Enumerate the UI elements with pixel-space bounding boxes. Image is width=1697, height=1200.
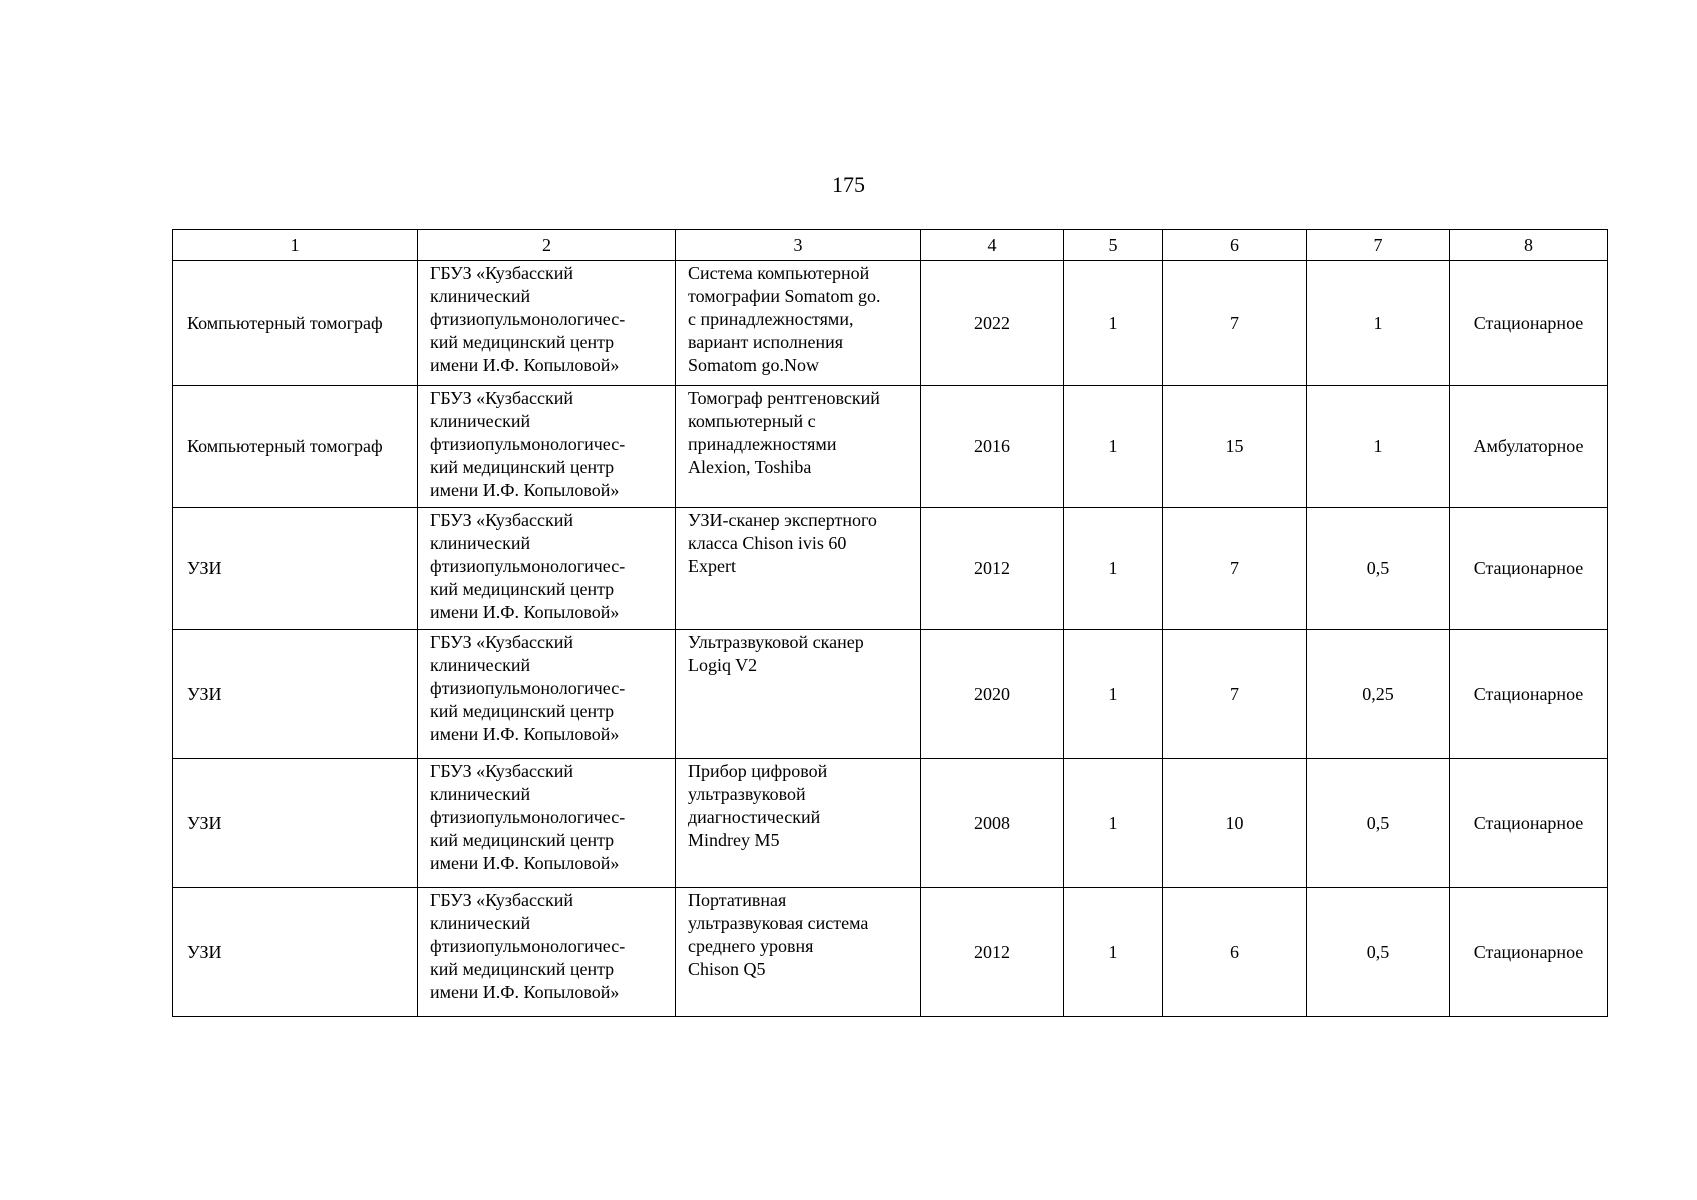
count-cell: 1	[1064, 261, 1163, 386]
value-cell: 10	[1163, 759, 1307, 888]
value-cell: 6	[1163, 888, 1307, 1017]
care-type-cell: Стационарное	[1450, 630, 1608, 759]
organization-cell: ГБУЗ «Кузбасский клинический фтизиопульмонологичес- кий медицинский центр имени И.Ф. Копыловой»	[418, 508, 676, 630]
year-cell: 2020	[921, 630, 1064, 759]
equipment-type-cell: УЗИ	[173, 888, 418, 1017]
equipment-model-cell: Система компьютерной томографии Somatom go. с принадлежностями, вариант исполнения Somatom go.Now	[676, 261, 921, 386]
equipment-type-cell: УЗИ	[173, 630, 418, 759]
table-row	[173, 386, 1608, 508]
year-cell: 2012	[921, 888, 1064, 1017]
table-header-row	[173, 230, 1608, 261]
year-cell: 2016	[921, 386, 1064, 508]
rate-cell: 1	[1307, 261, 1450, 386]
column-header: 4	[921, 230, 1064, 261]
rate-cell: 0,5	[1307, 888, 1450, 1017]
count-cell: 1	[1064, 386, 1163, 508]
equipment-type-cell: Компьютерный томограф	[173, 386, 418, 508]
equipment-type-cell: Компьютерный томограф	[173, 261, 418, 386]
organization-cell: ГБУЗ «Кузбасский клинический фтизиопульмонологичес- кий медицинский центр имени И.Ф. Копыловой»	[418, 261, 676, 386]
organization-cell: ГБУЗ «Кузбасский клинический фтизиопульмонологичес- кий медицинский центр имени И.Ф. Копыловой»	[418, 386, 676, 508]
care-type-cell: Стационарное	[1450, 759, 1608, 888]
equipment-model-cell: УЗИ-сканер экспертного класса Chison ivis 60 Expert	[676, 508, 921, 630]
value-cell: 7	[1163, 261, 1307, 386]
organization-cell: ГБУЗ «Кузбасский клинический фтизиопульмонологичес- кий медицинский центр имени И.Ф. Копыловой»	[418, 759, 676, 888]
rate-cell: 1	[1307, 386, 1450, 508]
organization-cell: ГБУЗ «Кузбасский клинический фтизиопульмонологичес- кий медицинский центр имени И.Ф. Копыловой»	[418, 630, 676, 759]
column-header: 2	[418, 230, 676, 261]
care-type-cell: Стационарное	[1450, 261, 1608, 386]
count-cell: 1	[1064, 630, 1163, 759]
year-cell: 2022	[921, 261, 1064, 386]
organization-cell: ГБУЗ «Кузбасский клинический фтизиопульмонологичес- кий медицинский центр имени И.Ф. Копыловой»	[418, 888, 676, 1017]
table-row	[173, 508, 1608, 630]
equipment-type-cell: УЗИ	[173, 508, 418, 630]
table-row	[173, 888, 1608, 1017]
year-cell: 2008	[921, 759, 1064, 888]
column-header: 3	[676, 230, 921, 261]
column-header: 1	[173, 230, 418, 261]
table-row	[173, 630, 1608, 759]
table-row	[173, 261, 1608, 386]
year-cell: 2012	[921, 508, 1064, 630]
equipment-model-cell: Томограф рентгеновский компьютерный с принадлежностями Alexion, Toshiba	[676, 386, 921, 508]
page-number: 175	[832, 172, 865, 197]
value-cell: 7	[1163, 508, 1307, 630]
count-cell: 1	[1064, 508, 1163, 630]
equipment-type-cell: УЗИ	[173, 759, 418, 888]
value-cell: 15	[1163, 386, 1307, 508]
care-type-cell: Стационарное	[1450, 508, 1608, 630]
equipment-model-cell: Ультразвуковой сканер Logiq V2	[676, 630, 921, 759]
rate-cell: 0,5	[1307, 508, 1450, 630]
rate-cell: 0,25	[1307, 630, 1450, 759]
column-header: 7	[1307, 230, 1450, 261]
table-row	[173, 759, 1608, 888]
rate-cell: 0,5	[1307, 759, 1450, 888]
care-type-cell: Стационарное	[1450, 888, 1608, 1017]
equipment-model-cell: Портативная ультразвуковая система среднего уровня Chison Q5	[676, 888, 921, 1017]
equipment-model-cell: Прибор цифровой ультразвуковой диагностический Mindrey M5	[676, 759, 921, 888]
column-header: 6	[1163, 230, 1307, 261]
count-cell: 1	[1064, 888, 1163, 1017]
count-cell: 1	[1064, 759, 1163, 888]
care-type-cell: Амбулаторное	[1450, 386, 1608, 508]
value-cell: 7	[1163, 630, 1307, 759]
column-header: 8	[1450, 230, 1608, 261]
equipment-table	[172, 229, 1608, 1017]
column-header: 5	[1064, 230, 1163, 261]
